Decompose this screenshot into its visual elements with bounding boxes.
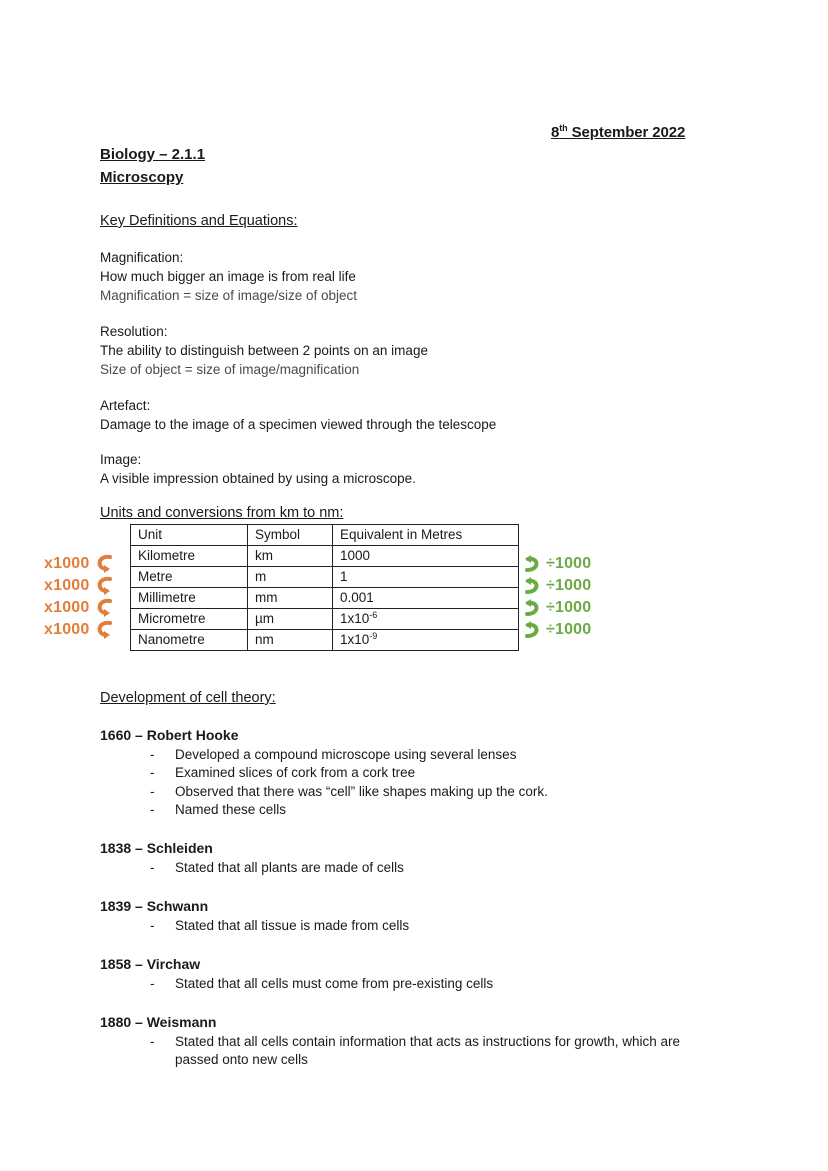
divide-annotation: ÷1000 xyxy=(523,598,591,618)
definition-artefact xyxy=(100,396,496,434)
table-header-row xyxy=(131,525,519,546)
definition-term: Image: xyxy=(100,452,142,467)
metres-cell: 1000 xyxy=(333,546,519,567)
definition-text: Damage to the image of a specimen viewed through the telescope xyxy=(100,417,497,432)
definition-magnification xyxy=(100,248,357,305)
unit-cell: Micrometre xyxy=(131,609,248,630)
curved-arrow-up-icon xyxy=(523,554,543,574)
multiply-annotation: x1000 xyxy=(44,554,114,574)
curved-arrow-up-icon xyxy=(523,576,543,596)
metres-cell: 1 xyxy=(333,567,519,588)
timeline-entry-title: 1839 – Schwann xyxy=(100,898,209,914)
table-row xyxy=(131,630,519,651)
metres-cell: 0.001 xyxy=(333,588,519,609)
cell-theory-heading: Development of cell theory: xyxy=(100,690,276,706)
unit-cell: Kilometre xyxy=(131,546,248,567)
unit-cell: Nanometre xyxy=(131,630,248,651)
multiply-annotation: x1000 xyxy=(44,620,114,640)
timeline-entry-title: 1880 – Weismann xyxy=(100,1014,217,1030)
symbol-cell: km xyxy=(248,546,333,567)
column-header: Equivalent in Metres xyxy=(333,525,519,546)
units-table xyxy=(130,524,519,651)
column-header: Symbol xyxy=(248,525,333,546)
symbol-cell: µm xyxy=(248,609,333,630)
symbol-cell: m xyxy=(248,567,333,588)
timeline-entry-title: 1858 – Virchaw xyxy=(100,956,201,972)
divide-annotation: ÷1000 xyxy=(523,620,591,640)
symbol-cell: nm xyxy=(248,630,333,651)
definition-image xyxy=(100,450,416,488)
curved-arrow-down-icon xyxy=(92,554,114,574)
definition-term: Magnification: xyxy=(100,250,184,265)
course-title: Biology – 2.1.1 xyxy=(100,146,206,163)
topic-title: Microscopy xyxy=(100,169,184,186)
definition-equation: Magnification = size of image/size of object xyxy=(100,288,358,303)
definitions-heading: Key Definitions and Equations: xyxy=(100,213,298,229)
curved-arrow-down-icon xyxy=(92,598,114,618)
multiply-annotation: x1000 xyxy=(44,576,114,596)
definition-term: Artefact: xyxy=(100,398,151,413)
divide-annotation: ÷1000 xyxy=(523,576,591,596)
metres-cell: $1x10^{-9}$ xyxy=(333,630,519,651)
definition-resolution xyxy=(100,322,428,379)
definition-equation: Size of object = size of image/magnification xyxy=(100,362,360,377)
curved-arrow-down-icon xyxy=(92,620,114,640)
definition-text: A visible impression obtained by using a microscope. xyxy=(100,471,416,486)
divide-annotation: ÷1000 xyxy=(523,554,591,574)
table-row xyxy=(131,609,519,630)
curved-arrow-up-icon xyxy=(523,620,543,640)
unit-cell: Millimetre xyxy=(131,588,248,609)
unit-cell: Metre xyxy=(131,567,248,588)
timeline-entry-title: 1660 – Robert Hooke xyxy=(100,727,239,743)
units-heading: Units and conversions from km to nm: xyxy=(100,505,344,521)
curved-arrow-down-icon xyxy=(92,576,114,596)
definition-term: Resolution: xyxy=(100,324,168,339)
metres-cell: $1x10^{-6}$ xyxy=(333,609,519,630)
table-row xyxy=(131,546,519,567)
timeline-entry-title: 1838 – Schleiden xyxy=(100,840,213,856)
table-row xyxy=(131,588,519,609)
definition-text: The ability to distinguish between 2 points on an image xyxy=(100,343,428,358)
symbol-cell: mm xyxy=(248,588,333,609)
multiply-annotation: x1000 xyxy=(44,598,114,618)
column-header: Unit xyxy=(131,525,248,546)
table-row xyxy=(131,567,519,588)
document-date: 8th September 2022 xyxy=(551,123,686,141)
definition-text: How much bigger an image is from real life xyxy=(100,269,356,284)
curved-arrow-up-icon xyxy=(523,598,543,618)
